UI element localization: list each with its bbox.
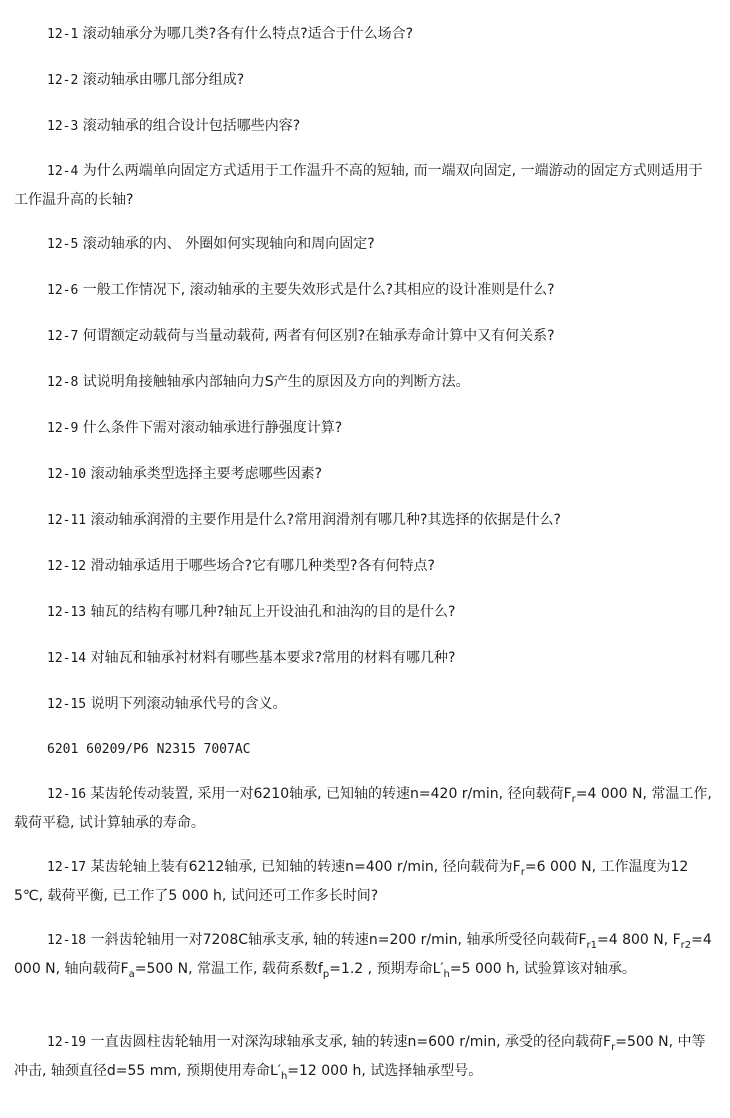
question-text: 为什么两端单向固定方式适用于工作温升不高的短轴, 而一端双向固定, 一端游动的固定方式则适用于工作温升高的长轴? — [14, 163, 703, 208]
question-text: 滚动轴承类型选择主要考虑哪些因素? — [90, 466, 323, 482]
question-12-18 — [14, 926, 714, 983]
question-text: =5 000 h, 试验算该对轴承。 — [449, 961, 636, 977]
question-number: 12-12 — [47, 559, 87, 574]
bearing-codes-line — [14, 735, 714, 764]
question-12-17 — [14, 853, 714, 910]
question-12-13 — [14, 598, 714, 627]
question-number: 12-8 — [47, 375, 79, 390]
question-text: 一直齿圆柱齿轮轴用一对深沟球轴承支承, 轴的转速n=600 r/min, 承受的径向载荷F — [90, 1034, 612, 1050]
subscript: r — [571, 794, 576, 805]
subscript: p — [322, 969, 330, 980]
question-text: 某齿轮传动装置, 采用一对6210轴承, 已知轴的转速n=420 r/min, 径向载荷F — [90, 786, 572, 802]
question-text: =1.2 , 预期寿命L′ — [329, 961, 444, 977]
question-text: 什么条件下需对滚动轴承进行静强度计算? — [82, 420, 343, 436]
question-text: 滚动轴承润滑的主要作用是什么?常用润滑剂有哪几种?其选择的依据是什么? — [90, 512, 561, 528]
question-text: 滚动轴承的组合设计包括哪些内容? — [82, 118, 301, 134]
question-number: 12-13 — [47, 605, 87, 620]
question-12-4 — [14, 157, 714, 214]
question-text: =6 000 N, 工作温度为125℃, 载荷平衡, 已工作了5 000 h, 试问还可工作多长时间? — [14, 859, 689, 904]
question-12-5 — [14, 230, 714, 259]
subscript: r — [611, 1042, 616, 1053]
question-text: =4 000 N, 常温工作, 载荷平稳, 试计算轴承的寿命。 — [14, 786, 712, 831]
question-text: 滑动轴承适用于哪些场合?它有哪几种类型?各有何特点? — [90, 558, 435, 574]
question-12-10 — [14, 460, 714, 489]
question-text: 一般工作情况下, 滚动轴承的主要失效形式是什么?其相应的设计准则是什么? — [82, 282, 555, 298]
question-12-3 — [14, 112, 714, 141]
question-12-14 — [14, 644, 714, 673]
question-number: 12-6 — [47, 283, 79, 298]
question-number: 12-5 — [47, 237, 79, 252]
question-12-8 — [14, 368, 714, 397]
question-12-1 — [14, 20, 714, 49]
question-text: 一斜齿轮轴用一对7208C轴承支承, 轴的转速n=200 r/min, 轴承所受径向载荷F — [90, 932, 587, 948]
question-text: 说明下列滚动轴承代号的含义。 — [90, 696, 287, 712]
subscript: r1 — [586, 940, 597, 951]
question-text: 滚动轴承由哪几部分组成? — [82, 72, 245, 88]
question-number: 12-18 — [47, 933, 87, 948]
bearing-codes: 6201 60209/P6 N2315 7007AC — [47, 742, 251, 757]
subscript: r2 — [680, 940, 692, 951]
question-number: 12-17 — [47, 860, 87, 875]
question-number: 12-16 — [47, 787, 87, 802]
question-text: 滚动轴承分为哪几类?各有什么特点?适合于什么场合? — [82, 26, 414, 42]
question-number: 12-7 — [47, 329, 79, 344]
question-12-11 — [14, 506, 714, 535]
question-text: 滚动轴承的内、 外圈如何实现轴向和周向固定? — [82, 236, 375, 252]
subscript: h — [280, 1071, 288, 1082]
question-12-9 — [14, 414, 714, 443]
question-number: 12-14 — [47, 651, 87, 666]
question-number: 12-9 — [47, 421, 79, 436]
question-text: 轴瓦的结构有哪几种?轴瓦上开设油孔和油沟的目的是什么? — [90, 604, 456, 620]
question-12-7 — [14, 322, 714, 351]
question-number: 12-10 — [47, 467, 87, 482]
question-12-2 — [14, 66, 714, 95]
question-number: 12-15 — [47, 697, 87, 712]
question-number: 12-4 — [47, 164, 79, 179]
question-12-6 — [14, 276, 714, 305]
question-text: 试说明角接触轴承内部轴向力S产生的原因及方向的判断方法。 — [82, 374, 470, 390]
question-text: 何谓额定动载荷与当量动载荷, 两者有何区别?在轴承寿命计算中又有何关系? — [82, 328, 555, 344]
question-12-15 — [14, 690, 714, 719]
question-text: =4 800 N, F — [596, 932, 681, 948]
subscript: a — [128, 969, 135, 980]
subscript: r — [520, 867, 525, 878]
question-text: =4 000 N, 轴向载荷F — [14, 932, 712, 977]
question-text: 某齿轮轴上装有6212轴承, 已知轴的转速n=400 r/min, 径向载荷为F — [90, 859, 521, 875]
question-text: 对轴瓦和轴承衬材料有哪些基本要求?常用的材料有哪几种? — [90, 650, 456, 666]
question-12-12 — [14, 552, 714, 581]
question-12-19 — [14, 1028, 714, 1085]
question-12-16 — [14, 780, 714, 837]
question-number: 12-19 — [47, 1035, 87, 1050]
question-text: =500 N, 常温工作, 载荷系数f — [134, 961, 323, 977]
question-number: 12-2 — [47, 73, 79, 88]
subscript: h — [443, 969, 450, 980]
question-number: 12-1 — [47, 27, 79, 42]
question-text: =500 N, 中等冲击, 轴颈直径d=55 mm, 预期使用寿命L′ — [14, 1034, 706, 1079]
question-text: =12 000 h, 试选择轴承型号。 — [287, 1063, 483, 1079]
question-number: 12-11 — [47, 513, 87, 528]
question-number: 12-3 — [47, 119, 79, 134]
